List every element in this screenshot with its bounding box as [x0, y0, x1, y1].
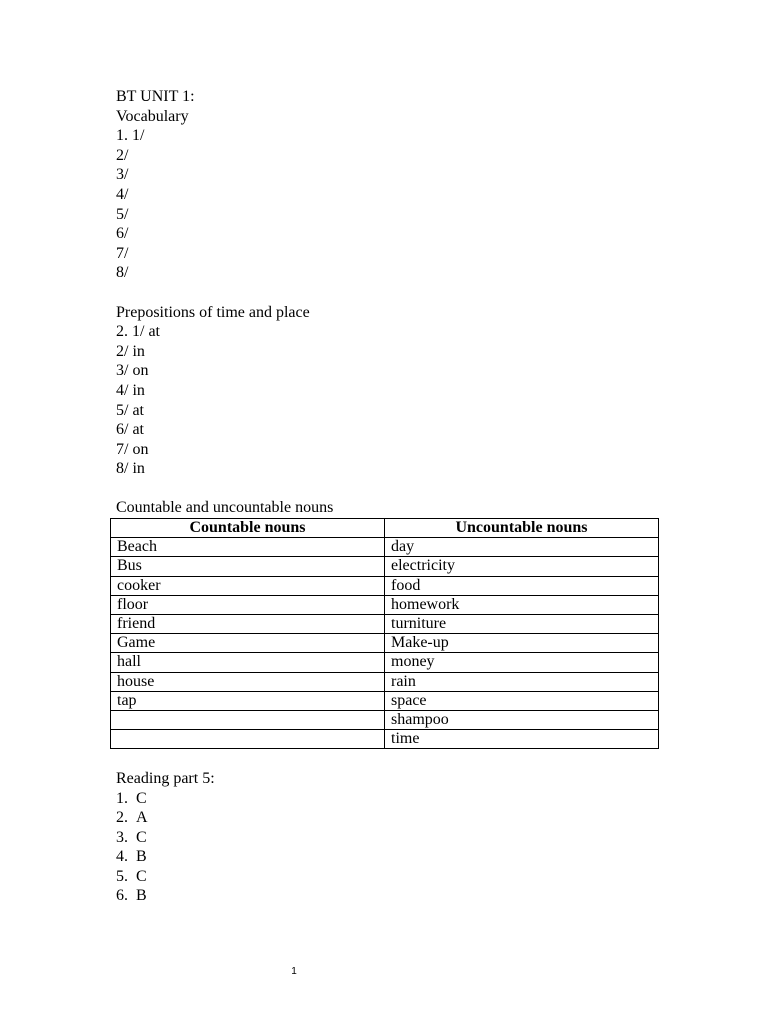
reading-section — [116, 769, 659, 906]
countable-cell: Beach — [111, 538, 385, 557]
vocabulary-item: 5/ — [116, 205, 129, 223]
answer-letter: B — [136, 887, 147, 905]
uncountable-cell: turniture — [385, 615, 659, 634]
prepositions-item: 2/ in — [116, 342, 145, 360]
table-row — [111, 595, 659, 614]
answer-letter: B — [136, 848, 147, 866]
table-header-row — [111, 519, 659, 538]
vocabulary-item: 6/ — [116, 225, 129, 243]
countable-cell: hall — [111, 653, 385, 672]
list-item — [116, 828, 659, 848]
answer-letter: C — [136, 867, 147, 885]
reading-heading: Reading part 5: — [116, 769, 215, 787]
table-row — [111, 615, 659, 634]
uncountable-cell: money — [385, 653, 659, 672]
table-row — [111, 691, 659, 710]
uncountable-cell: space — [385, 691, 659, 710]
answer-number: 6. — [116, 887, 128, 905]
vocabulary-section — [116, 107, 659, 283]
answer-number: 4. — [116, 848, 128, 866]
uncountable-cell: Make-up — [385, 634, 659, 653]
table-row — [111, 672, 659, 691]
answer-letter: C — [136, 828, 147, 846]
page-number: 1 — [291, 966, 297, 977]
nouns-section — [116, 498, 659, 749]
column-header-countable: Countable nouns — [111, 519, 385, 538]
table-row — [111, 576, 659, 595]
vocabulary-item: 1. 1/ — [116, 127, 145, 145]
list-item — [116, 789, 659, 809]
answer-number: 3. — [116, 828, 128, 846]
list-item — [116, 867, 659, 887]
answer-letter: C — [136, 789, 147, 807]
uncountable-cell: rain — [385, 672, 659, 691]
countable-cell — [111, 710, 385, 729]
prepositions-section — [116, 303, 659, 479]
countable-cell: Bus — [111, 557, 385, 576]
nouns-table — [110, 518, 659, 749]
prepositions-item: 5/ at — [116, 401, 144, 419]
nouns-heading: Countable and uncountable nouns — [116, 499, 334, 517]
vocabulary-heading: Vocabulary — [116, 107, 189, 125]
document-page — [116, 87, 659, 906]
list-item — [116, 808, 659, 828]
answer-letter: A — [136, 809, 148, 827]
vocabulary-item: 3/ — [116, 166, 129, 184]
list-item — [116, 847, 659, 867]
table-row — [111, 710, 659, 729]
vocabulary-item: 8/ — [116, 264, 129, 282]
prepositions-item: 2. 1/ at — [116, 323, 160, 341]
list-item — [116, 886, 659, 906]
uncountable-cell: day — [385, 538, 659, 557]
prepositions-item: 4/ in — [116, 381, 145, 399]
uncountable-cell: electricity — [385, 557, 659, 576]
document-title: BT UNIT 1: — [116, 88, 195, 105]
table-row — [111, 557, 659, 576]
prepositions-item: 8/ in — [116, 460, 145, 478]
countable-cell: tap — [111, 691, 385, 710]
table-row — [111, 653, 659, 672]
vocabulary-item: 4/ — [116, 185, 129, 203]
table-row — [111, 538, 659, 557]
uncountable-cell: food — [385, 576, 659, 595]
countable-cell: house — [111, 672, 385, 691]
countable-cell: friend — [111, 615, 385, 634]
countable-cell — [111, 730, 385, 749]
answer-number: 5. — [116, 867, 128, 885]
prepositions-item: 7/ on — [116, 440, 149, 458]
answer-number: 2. — [116, 809, 128, 827]
answer-number: 1. — [116, 789, 128, 807]
uncountable-cell: shampoo — [385, 710, 659, 729]
prepositions-heading: Prepositions of time and place — [116, 303, 310, 321]
countable-cell: floor — [111, 595, 385, 614]
vocabulary-item: 2/ — [116, 146, 129, 164]
countable-cell: Game — [111, 634, 385, 653]
prepositions-item: 3/ on — [116, 362, 149, 380]
table-row — [111, 730, 659, 749]
countable-cell: cooker — [111, 576, 385, 595]
table-row — [111, 634, 659, 653]
column-header-uncountable: Uncountable nouns — [385, 519, 659, 538]
uncountable-cell: time — [385, 730, 659, 749]
uncountable-cell: homework — [385, 595, 659, 614]
prepositions-item: 6/ at — [116, 421, 144, 439]
vocabulary-item: 7/ — [116, 244, 129, 262]
